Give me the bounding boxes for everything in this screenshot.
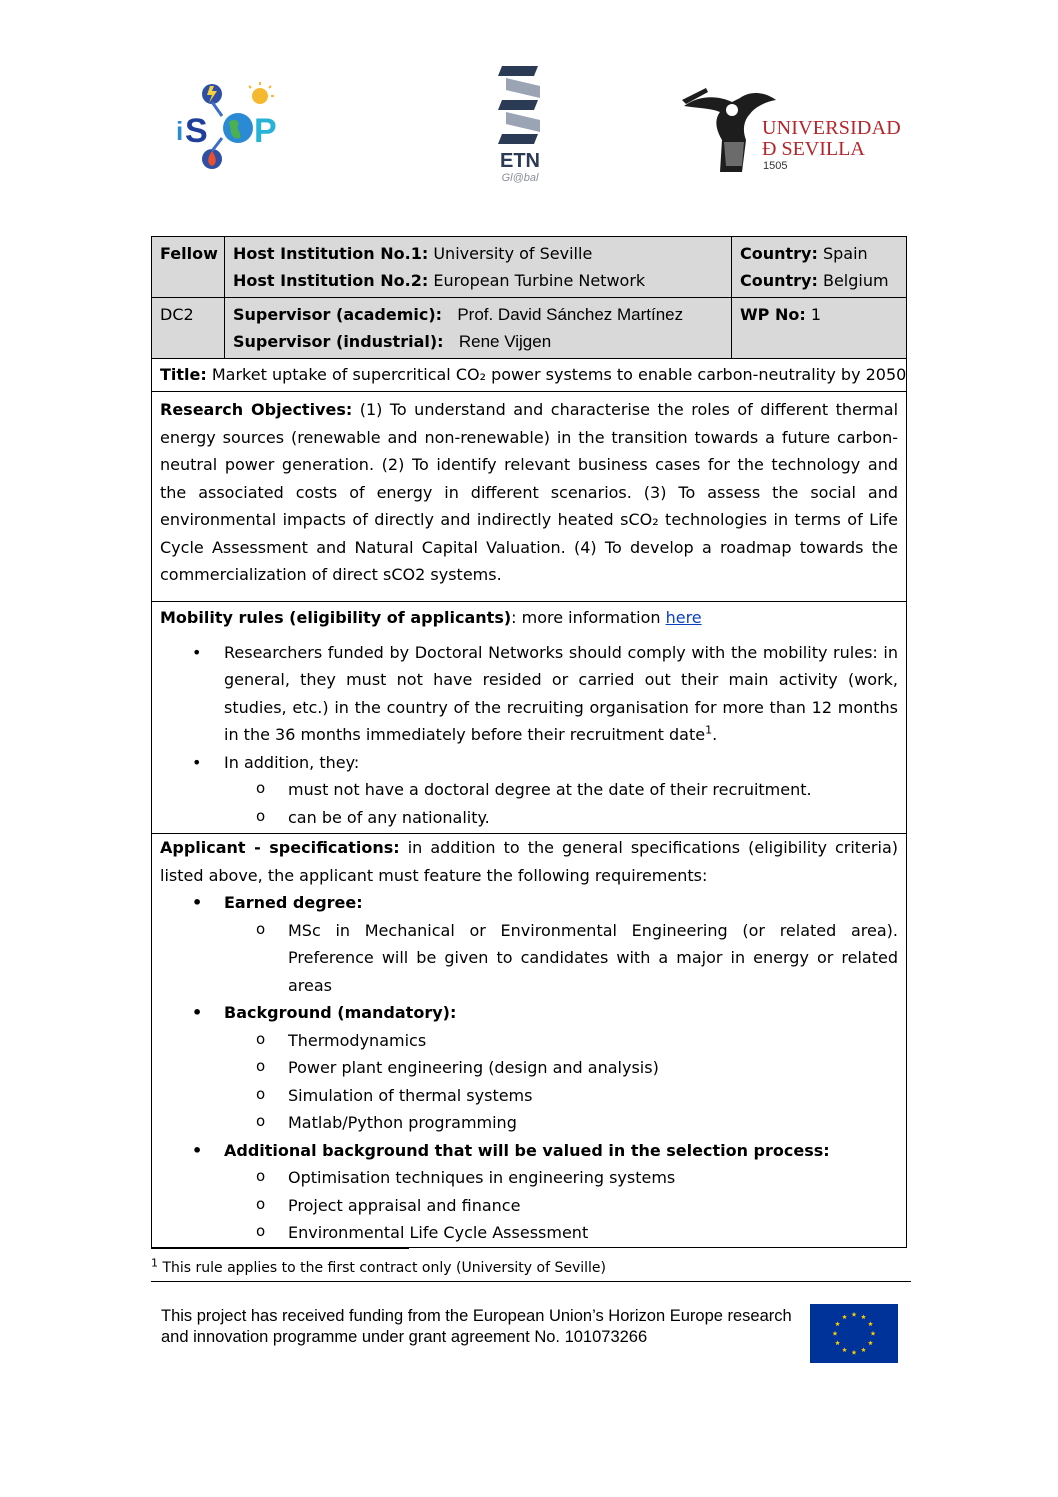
mobility-heading: Mobility rules (eligibility of applicants): more information here [160, 607, 702, 627]
universidad-line: UNIVERSIDAD [762, 117, 901, 139]
svg-text:S: S [185, 112, 208, 150]
svg-text:P: P [254, 112, 277, 150]
eu-flag-icon [810, 1304, 898, 1363]
dc-code: DC2 [160, 305, 194, 324]
sevilla-line: Ð SEVILLA [762, 138, 865, 160]
footnote: $^1$ This rule applies to the first contract only (University of Seville) [151, 1256, 606, 1276]
list-item: o Power plant engineering (design and analysis) [160, 1054, 898, 1082]
background-heading: • Background (mandatory): [160, 999, 898, 1027]
additional-background-heading: • Additional background that will be valued in the selection process: [160, 1137, 898, 1165]
earned-degree-heading: • Earned degree: [160, 889, 898, 917]
mobility-sub-list [160, 776, 898, 831]
list-item: o Matlab/Python programming [160, 1109, 898, 1137]
list-item: o MSc in Mechanical or Environmental Engineering (or related area). Preference will be given to candidates with a major in energy or related areas [160, 917, 898, 1000]
list-item: o can be of any nationality. [160, 804, 898, 832]
mobility-rules-list [160, 639, 898, 777]
country-2: Country: Belgium [740, 271, 889, 290]
position-title: Title: Market uptake of supercritical CO₂ power systems to enable carbon-neutrality by 2050 [160, 365, 907, 384]
mobility-info-link[interactable]: here [665, 607, 702, 627]
applicant-intro: Applicant - specifications: in addition to the general specifications (eligibility criteria) listed above, the applicant must feature the following requirements: [160, 838, 898, 885]
supervisor-industrial: Supervisor (industrial): Rene Vijgen [233, 332, 552, 351]
wp-number: WP No: 1 [740, 305, 821, 324]
country-1: Country: Spain [740, 244, 868, 263]
funding-statement: This project has received funding from the European Union’s Horizon Europe research and innovation programme under grant agreement No. 101073266 [161, 1307, 792, 1346]
fellow-label: Fellow [160, 244, 218, 263]
list-item: • In addition, they: [160, 749, 898, 777]
footnote-ref[interactable]: 1 [705, 723, 713, 737]
title-row [152, 358, 906, 391]
host-row [152, 237, 906, 297]
supervisor-academic: Supervisor (academic): Prof. David Sánchez Martínez [233, 305, 684, 324]
objectives-row [152, 391, 906, 601]
etn-logo-text: ETN [500, 150, 540, 172]
etn-logo-subtext: Gl@bal [501, 172, 539, 184]
svg-text:i: i [176, 116, 184, 146]
list-item: o must not have a doctoral degree at the date of their recruitment. [160, 776, 898, 804]
list-item: o Project appraisal and finance [160, 1192, 898, 1220]
footnote-separator [151, 1248, 409, 1249]
position-table [151, 236, 907, 1248]
isop-logo [176, 80, 300, 174]
list-item: o Simulation of thermal systems [160, 1082, 898, 1110]
list-item: o Environmental Life Cycle Assessment [160, 1219, 898, 1247]
supervisor-row [152, 297, 906, 358]
list-item: o Thermodynamics [160, 1027, 898, 1055]
list-item: o Optimisation techniques in engineering systems [160, 1164, 898, 1192]
host-institution-2: Host Institution No.2: European Turbine Network [233, 271, 646, 290]
mobility-row [152, 601, 906, 834]
host-institution-1: Host Institution No.1: University of Seville [233, 244, 593, 263]
research-objectives: Research Objectives: (1) To understand and characterise the roles of different thermal energy sources (renewable and non-renewable) in the transition towards a future carbon-neutral power generation. (2) To identify relevant business cases for the technology and the associated costs of energy in different scenarios. (3) To assess the social and environmental impacts of directly and indirectly heated sCO₂ technologies in terms of Life Cycle Assessment and Natural Capital Valuation. (4) To develop a roadmap towards the commercialization of direct sCO2 systems. [160, 400, 899, 584]
footer-separator [151, 1281, 911, 1282]
founding-year: 1505 [763, 160, 788, 172]
applicant-row [152, 833, 906, 1247]
list-item: • Researchers funded by Doctoral Networks should comply with the mobility rules: in general, they must not have resided or carried out their main activity (work, studies, etc.) in the country of the recruiting organisation for more than 12 months in the 36 months immediately before their recruitment date$^1$. [160, 639, 898, 749]
